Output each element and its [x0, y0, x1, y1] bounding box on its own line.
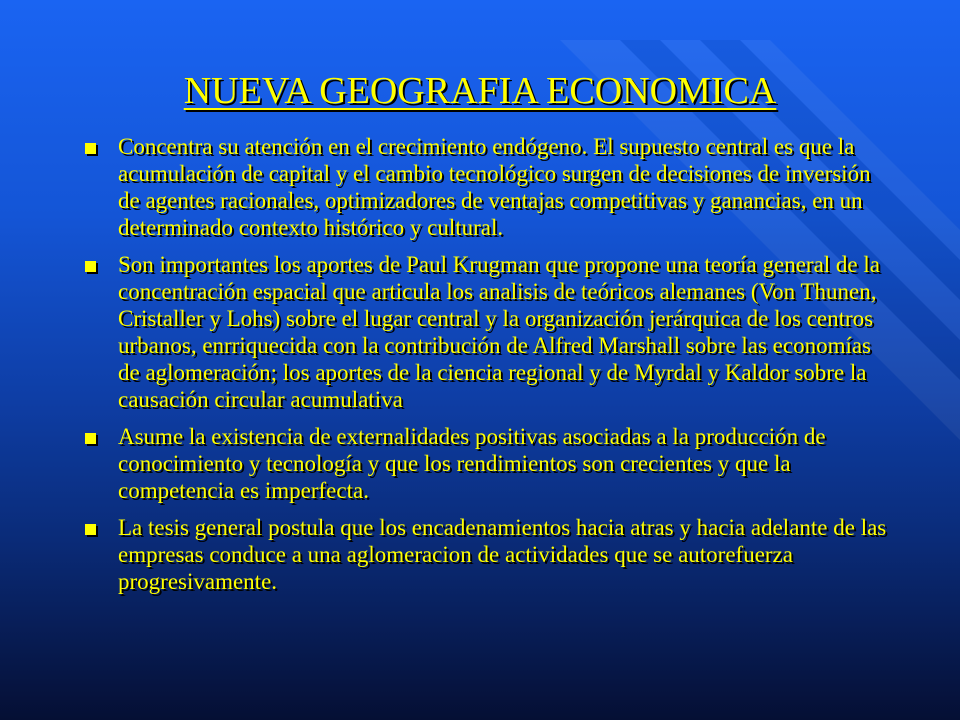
list-item: [80, 423, 890, 504]
list-item: [80, 251, 890, 413]
bullet-text: Concentra su atención en el crecimiento endógeno. El supuesto central es que la acumulación de capital y el cambio tecnológico surgen de decisiones de inversión de agentes racionales, optimizadores de ventajas competitivas y ganancias, en un determinado contexto histórico y cultural.: [118, 134, 871, 240]
list-item: [80, 133, 890, 241]
square-bullet-icon: [85, 143, 96, 154]
bullet-text: Son importantes los aportes de Paul Krugman que propone una teoría general de la concentración espacial que articula los analisis de teóricos alemanes (Von Thunen, Cristaller y Lohs) sobre el lugar central y la organización jerárquica de los centros urbanos, enrriquecida con la contribución de Alfred Marshall sobre las economías de aglomeración; los aportes de la ciencia regional y de Myrdal y Kaldor sobre la causación circular acumulativa: [118, 252, 880, 412]
list-item: [80, 514, 890, 595]
bullet-text: La tesis general postula que los encadenamientos hacia atras y hacia adelante de las empresas conduce a una aglomeracion de actividades que se autorefuerza progresivamente.: [118, 515, 887, 594]
bullet-list: [80, 133, 890, 605]
square-bullet-icon: [85, 433, 96, 444]
slide-title: NUEVA GEOGRAFIA ECONOMICA: [183, 70, 777, 112]
square-bullet-icon: [85, 524, 96, 535]
bullet-text: Asume la existencia de externalidades positivas asociadas a la producción de conocimiento y tecnología y que los rendimientos son crecientes y que la competencia es imperfecta.: [118, 424, 826, 503]
square-bullet-icon: [85, 261, 96, 272]
